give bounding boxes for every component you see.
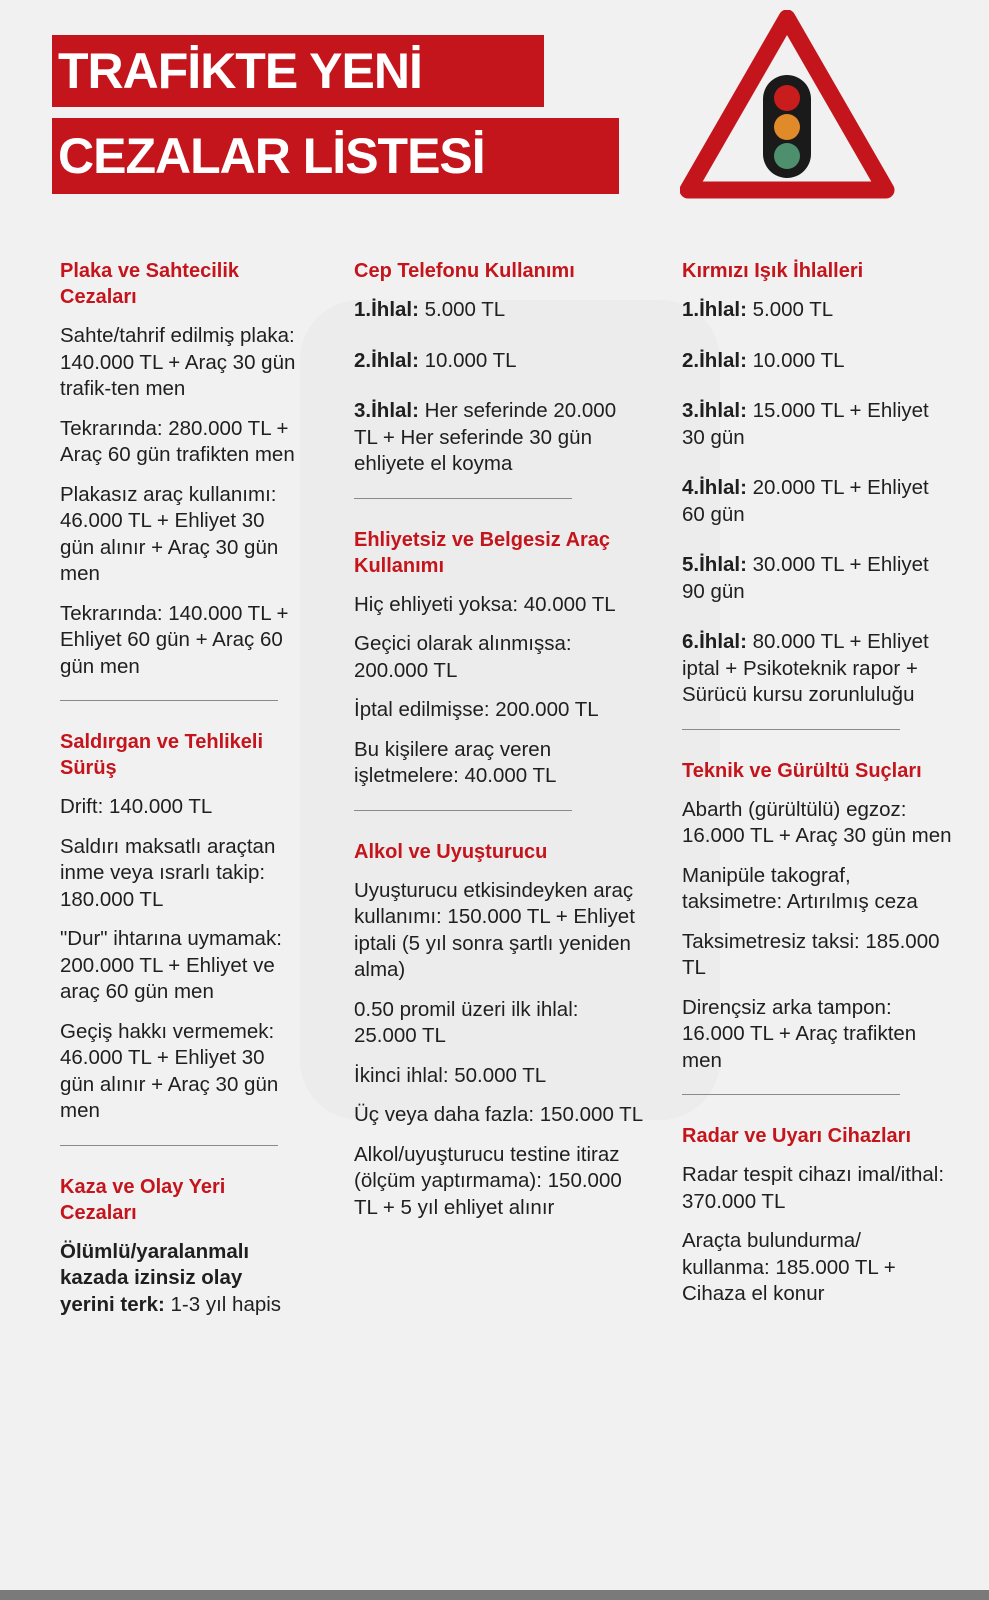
fine-entry: Radar tespit cihazı imal/ithal: 370.000 TL [682, 1163, 945, 1213]
section-divider [354, 498, 572, 499]
traffic-light-warning-icon [680, 10, 895, 200]
fine-entry: Tekrarında: 140.000 TL + Ehliyet 60 gün + Araç 60 gün men [60, 601, 289, 678]
fine-entry: Geçici olarak alınmışsa: 200.000 TL [354, 632, 572, 682]
fine-entry [682, 475, 952, 528]
fine-entry: Drift: 140.000 TL [60, 795, 213, 818]
fine-label: 3.İhlal: [354, 399, 419, 422]
fine-entry [354, 348, 644, 375]
fine-value: 5.000 TL [746, 298, 834, 321]
page-title-line-1: TRAFİKTE YENİ [52, 35, 544, 107]
left-column [60, 258, 300, 1331]
section-divider [682, 729, 900, 730]
fine-entry: Dirençsiz arka tampon: 16.000 TL + Araç trafikten men [682, 995, 917, 1072]
fine-entry: İkinci ihlal: 50.000 TL [354, 1063, 547, 1087]
section-divider [60, 1145, 278, 1146]
fine-value: 15.000 TL + Ehliyet 30 gün [682, 399, 929, 449]
section-heading-technical-noise: Teknik ve Gürültü Suçları [682, 759, 922, 782]
fine-entry: Uyuşturucu etkisindeyken araç kullanımı: 150.000 TL + Ehliyet iptali (5 yıl sonra şartlı yeniden alma) [354, 878, 635, 981]
section-divider [354, 810, 572, 811]
fine-entry: Üç veya daha fazla: 150.000 TL [354, 1103, 644, 1126]
fine-label: 2.İhlal: [682, 348, 747, 372]
section-heading-alcohol-drugs: Alkol ve Uyuşturucu [354, 840, 548, 863]
fine-entry: 0.50 promil üzeri ilk ihlal: 25.000 TL [354, 997, 579, 1047]
middle-column [354, 258, 644, 1234]
section-divider [682, 1094, 900, 1095]
bottom-edge-bar [0, 1590, 989, 1600]
fine-value: 5.000 TL [418, 298, 506, 321]
section-heading-unlicensed-driving: Ehliyetsiz ve Belgesiz Araç Kullanımı [354, 528, 611, 577]
fine-value: 20.000 TL + Ehliyet 60 gün [682, 476, 929, 526]
fine-entry: Bu kişilere araç veren işletmelere: 40.000 TL [354, 737, 557, 787]
fine-label: Ölümlü/yaralanmalı kazada izinsiz olay yerini terk: [60, 1239, 250, 1316]
section-heading-accident-scene: Kaza ve Olay Yeri Cezaları [60, 1175, 226, 1224]
fine-entry: İptal edilmişse: 200.000 TL [354, 698, 599, 721]
fine-entry [60, 1239, 300, 1319]
green-light [774, 143, 800, 169]
fine-label: 2.İhlal: [354, 348, 419, 372]
fine-entry: Saldırı maksatlı araçtan inme veya ısrarlı takip: 180.000 TL [60, 834, 276, 911]
fine-entry: Geçiş hakkı vermemek: 46.000 TL + Ehliyet 30 gün alınır + Araç 30 gün men [60, 1019, 279, 1122]
fine-entry [682, 552, 952, 605]
fine-entry: Plakasız araç kullanımı: 46.000 TL + Ehliyet 30 gün alınır + Araç 30 gün men [60, 482, 279, 585]
fine-entry [682, 348, 952, 375]
fine-entry: Alkol/uyuşturucu testine itiraz (ölçüm yaptırmama): 150.000 TL + 5 yıl ehliyet alınır [354, 1142, 622, 1219]
fine-entry: "Dur" ihtarına uymamak: 200.000 TL + Ehliyet ve araç 60 gün men [60, 927, 282, 1003]
fine-entry [354, 297, 644, 324]
fine-entry [354, 398, 644, 478]
page-title-line-2: CEZALAR LİSTESİ [52, 118, 619, 194]
fine-entry: Araçta bulundurma/ kullanma: 185.000 TL + Cihaza el konur [682, 1229, 896, 1305]
fine-entry [682, 398, 952, 451]
section-heading-mobile-phone: Cep Telefonu Kullanımı [354, 260, 575, 282]
fine-entry [682, 297, 952, 324]
section-heading-radar-devices: Radar ve Uyarı Cihazları [682, 1125, 911, 1147]
amber-light [774, 114, 800, 140]
fine-label: 6.İhlal: [682, 630, 747, 653]
red-light [774, 85, 800, 111]
fine-entry [682, 629, 952, 709]
fine-entry: Taksimetresiz taksi: 185.000 TL [682, 929, 940, 979]
fine-label: 3.İhlal: [682, 399, 747, 422]
fine-value: 1-3 yıl hapis [164, 1292, 282, 1316]
fine-label: 5.İhlal: [682, 553, 747, 576]
fine-entry: Hiç ehliyeti yoksa: 40.000 TL [354, 592, 616, 616]
fine-entry: Abarth (gürültülü) egzoz: 16.000 TL + Araç 30 gün men [682, 797, 952, 847]
fine-label: 1.İhlal: [682, 298, 747, 321]
right-column [682, 258, 952, 1321]
section-heading-aggressive-driving: Saldırgan ve Tehlikeli Sürüş [60, 731, 264, 779]
fine-label: 1.İhlal: [354, 298, 419, 321]
fine-entry: Manipüle takograf, taksimetre: Artırılmış ceza [682, 863, 918, 913]
section-heading-plate-forgery: Plaka ve Sahtecilik Cezaları [60, 260, 240, 308]
fine-entry: Tekrarında: 280.000 TL + Araç 60 gün trafikten men [60, 416, 295, 466]
fine-value: 80.000 TL + Ehliyet iptal + Psikoteknik rapor + Sürücü kursu zorunluluğu [682, 630, 929, 706]
fine-value: Her seferinde 20.000 TL + Her seferinde 30 gün ehliyete el koyma [354, 399, 617, 475]
fine-entry: Sahte/tahrif edilmiş plaka: 140.000 TL + Araç 30 gün trafik-ten men [60, 324, 296, 400]
fine-value: 10.000 TL [746, 348, 845, 372]
section-divider [60, 700, 278, 701]
fine-value: 10.000 TL [418, 348, 517, 372]
section-heading-red-light: Kırmızı Işık İhlalleri [682, 260, 864, 282]
fine-label: 4.İhlal: [682, 476, 747, 499]
fine-value: 30.000 TL + Ehliyet 90 gün [682, 553, 929, 603]
